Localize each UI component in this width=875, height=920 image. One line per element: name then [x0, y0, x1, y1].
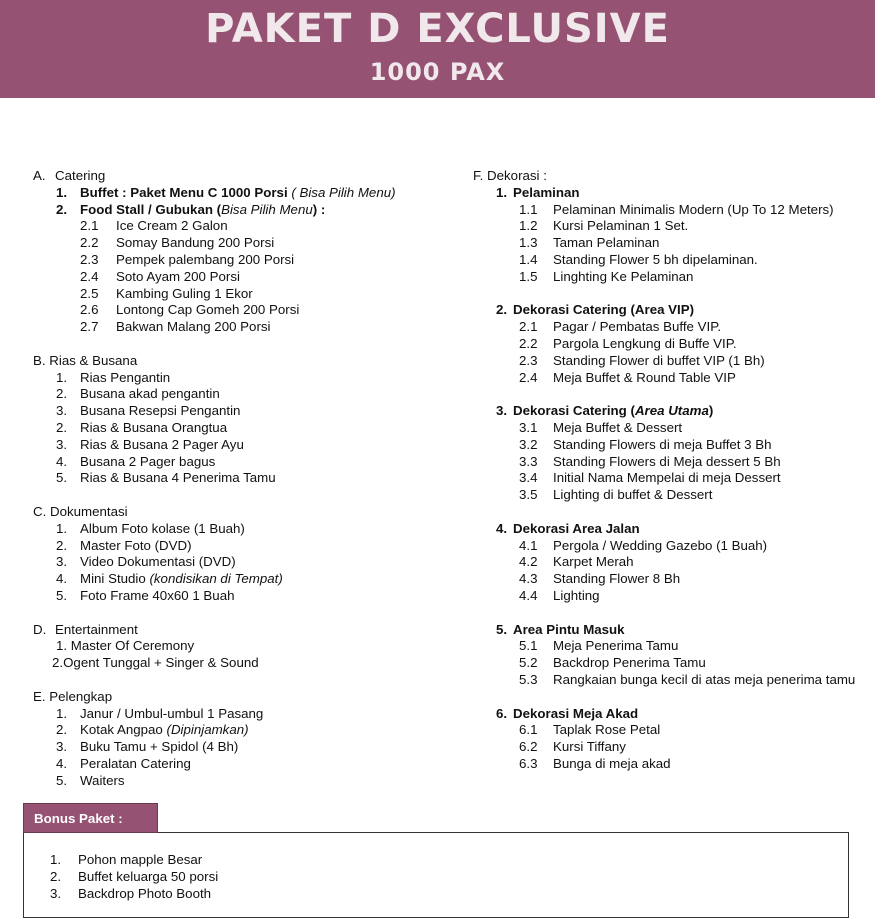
list-item: 4.1 Pergola / Wedding Gazebo (1 Buah)	[519, 537, 768, 553]
left-column	[33, 168, 463, 789]
section-entertainment-heading: D. Entertainment	[33, 621, 138, 637]
section-catering-heading: A. Catering	[33, 168, 106, 183]
dekorasi-group-heading: 6. Dekorasi Meja Akad	[496, 705, 639, 721]
section-rias-heading: B. Rias & Busana	[33, 352, 138, 368]
list-item: 1. Master Of Ceremony	[56, 638, 195, 654]
list-item: 1.5 Linghting Ke Pelaminan	[519, 268, 694, 284]
list-item: 5.2 Backdrop Penerima Tamu	[519, 655, 706, 671]
list-item: 2.1 Pagar / Pembatas Buffe VIP.	[519, 319, 722, 335]
catering-buffet-item: 1. Buffet : Paket Menu C 1000 Porsi ( Bisa Pilih Menu)	[56, 184, 396, 200]
list-item: 4. Mini Studio (kondisikan di Tempat)	[56, 571, 283, 587]
list-item: 2.Ogent Tunggal + Singer & Sound	[52, 655, 259, 671]
list-item: 2. Kotak Angpao (Dipinjamkan)	[56, 722, 249, 738]
list-item: 1. Janur / Umbul-umbul 1 Pasang	[56, 705, 264, 721]
list-item: 2. Rias & Busana Orangtua	[56, 419, 228, 435]
section-dekorasi-heading: F. Dekorasi :	[473, 168, 547, 183]
list-item: 6.1 Taplak Rose Petal	[519, 722, 661, 738]
list-item: 2. Master Foto (DVD)	[56, 537, 192, 553]
dekorasi-group-heading: 4. Dekorasi Area Jalan	[496, 520, 640, 536]
list-item: 3. Backdrop Photo Booth	[50, 885, 212, 901]
header-banner	[0, 0, 875, 98]
list-item: 2.4 Meja Buffet & Round Table VIP	[519, 369, 736, 385]
list-item: 1.3 Taman Pelaminan	[519, 235, 660, 251]
bonus-tab: Bonus Paket :	[23, 803, 158, 833]
list-item: 4. Busana 2 Pager bagus	[56, 453, 216, 469]
right-column	[473, 168, 875, 773]
list-item: 6.3 Bunga di meja akad	[519, 755, 671, 771]
list-item: 3.1 Meja Buffet & Dessert	[519, 419, 683, 435]
list-item: 2.2 Pargola Lengkung di Buffe VIP.	[519, 335, 737, 351]
bonus-list	[50, 852, 218, 902]
list-item: 1. Pohon mapple Besar	[50, 852, 203, 867]
rias-list	[33, 370, 463, 488]
dekorasi-group-heading: 1. Pelaminan	[496, 184, 580, 200]
list-item: 2.2 Somay Bandung 200 Porsi	[80, 235, 275, 251]
list-item: 2.3 Pempek palembang 200 Porsi	[80, 251, 295, 267]
list-item: 2.1 Ice Cream 2 Galon	[80, 218, 228, 234]
list-item: 4.3 Standing Flower 8 Bh	[519, 571, 681, 587]
list-item: 2. Busana akad pengantin	[56, 386, 220, 402]
list-item: 2. Buffet keluarga 50 porsi	[50, 868, 219, 884]
package-subtitle: 1000 PAX	[369, 58, 506, 86]
dekorasi-group-heading: 3. Dekorasi Catering (Area Utama)	[496, 403, 714, 419]
catering-stall-list	[33, 218, 463, 336]
list-item: 2.3 Standing Flower di buffet VIP (1 Bh)	[519, 352, 765, 368]
list-item: 4.4 Lighting	[519, 587, 600, 603]
dekorasi-group-heading: 2. Dekorasi Catering (Area VIP)	[496, 302, 695, 318]
list-item: 3.3 Standing Flowers di Meja dessert 5 Bh	[519, 453, 781, 469]
list-item: 2.4 Soto Ayam 200 Porsi	[80, 268, 240, 284]
list-item: 1.2 Kursi Pelaminan 1 Set.	[519, 218, 689, 234]
dokumentasi-list	[33, 521, 463, 605]
section-dokumentasi-heading: C. Dokumentasi	[33, 503, 128, 519]
list-item: 3. Buku Tamu + Spidol (4 Bh)	[56, 739, 239, 755]
list-item: 3.5 Lighting di buffet & Dessert	[519, 487, 713, 503]
list-item: 5. Waiters	[56, 772, 125, 788]
list-item: 1.1 Pelaminan Minimalis Modern (Up To 12 Meters)	[519, 201, 834, 217]
section-pelengkap-heading: E. Pelengkap	[33, 688, 113, 704]
list-item: 1. Album Foto kolase (1 Buah)	[56, 520, 245, 536]
list-item: 1. Rias Pengantin	[56, 369, 171, 385]
list-item: 5. Foto Frame 40x60 1 Buah	[56, 587, 235, 603]
list-item: 3. Video Dokumentasi (DVD)	[56, 554, 236, 570]
list-item: 4.2 Karpet Merah	[519, 554, 634, 570]
list-item: 2.6 Lontong Cap Gomeh 200 Porsi	[80, 302, 300, 318]
pelengkap-list	[33, 706, 463, 790]
list-item: 2.5 Kambing Guling 1 Ekor	[80, 285, 253, 301]
list-item: 3.4 Initial Nama Mempelai di meja Dessert	[519, 470, 781, 486]
list-item: 1.4 Standing Flower 5 bh dipelaminan.	[519, 251, 758, 267]
package-title: PAKET D EXCLUSIVE	[205, 6, 670, 52]
list-item: 5. Rias & Busana 4 Penerima Tamu	[56, 470, 276, 486]
list-item: 5.1 Meja Penerima Tamu	[519, 638, 679, 654]
list-item: 3. Rias & Busana 2 Pager Ayu	[56, 436, 244, 452]
dekorasi-group-heading: 5. Area Pintu Masuk	[496, 621, 625, 637]
list-item: 3. Busana Resepsi Pengantin	[56, 403, 241, 419]
catering-food-stall-item: 2. Food Stall / Gubukan (Bisa Pilih Menu) :	[56, 201, 326, 217]
list-item: 4. Peralatan Catering	[56, 755, 191, 771]
list-item: 2.7 Bakwan Malang 200 Porsi	[80, 319, 271, 335]
list-item: 6.2 Kursi Tiffany	[519, 739, 626, 755]
list-item: 3.2 Standing Flowers di meja Buffet 3 Bh	[519, 436, 772, 452]
entertainment-list	[33, 638, 463, 672]
list-item: 5.3 Rangkaian bunga kecil di atas meja penerima tamu	[519, 671, 856, 687]
